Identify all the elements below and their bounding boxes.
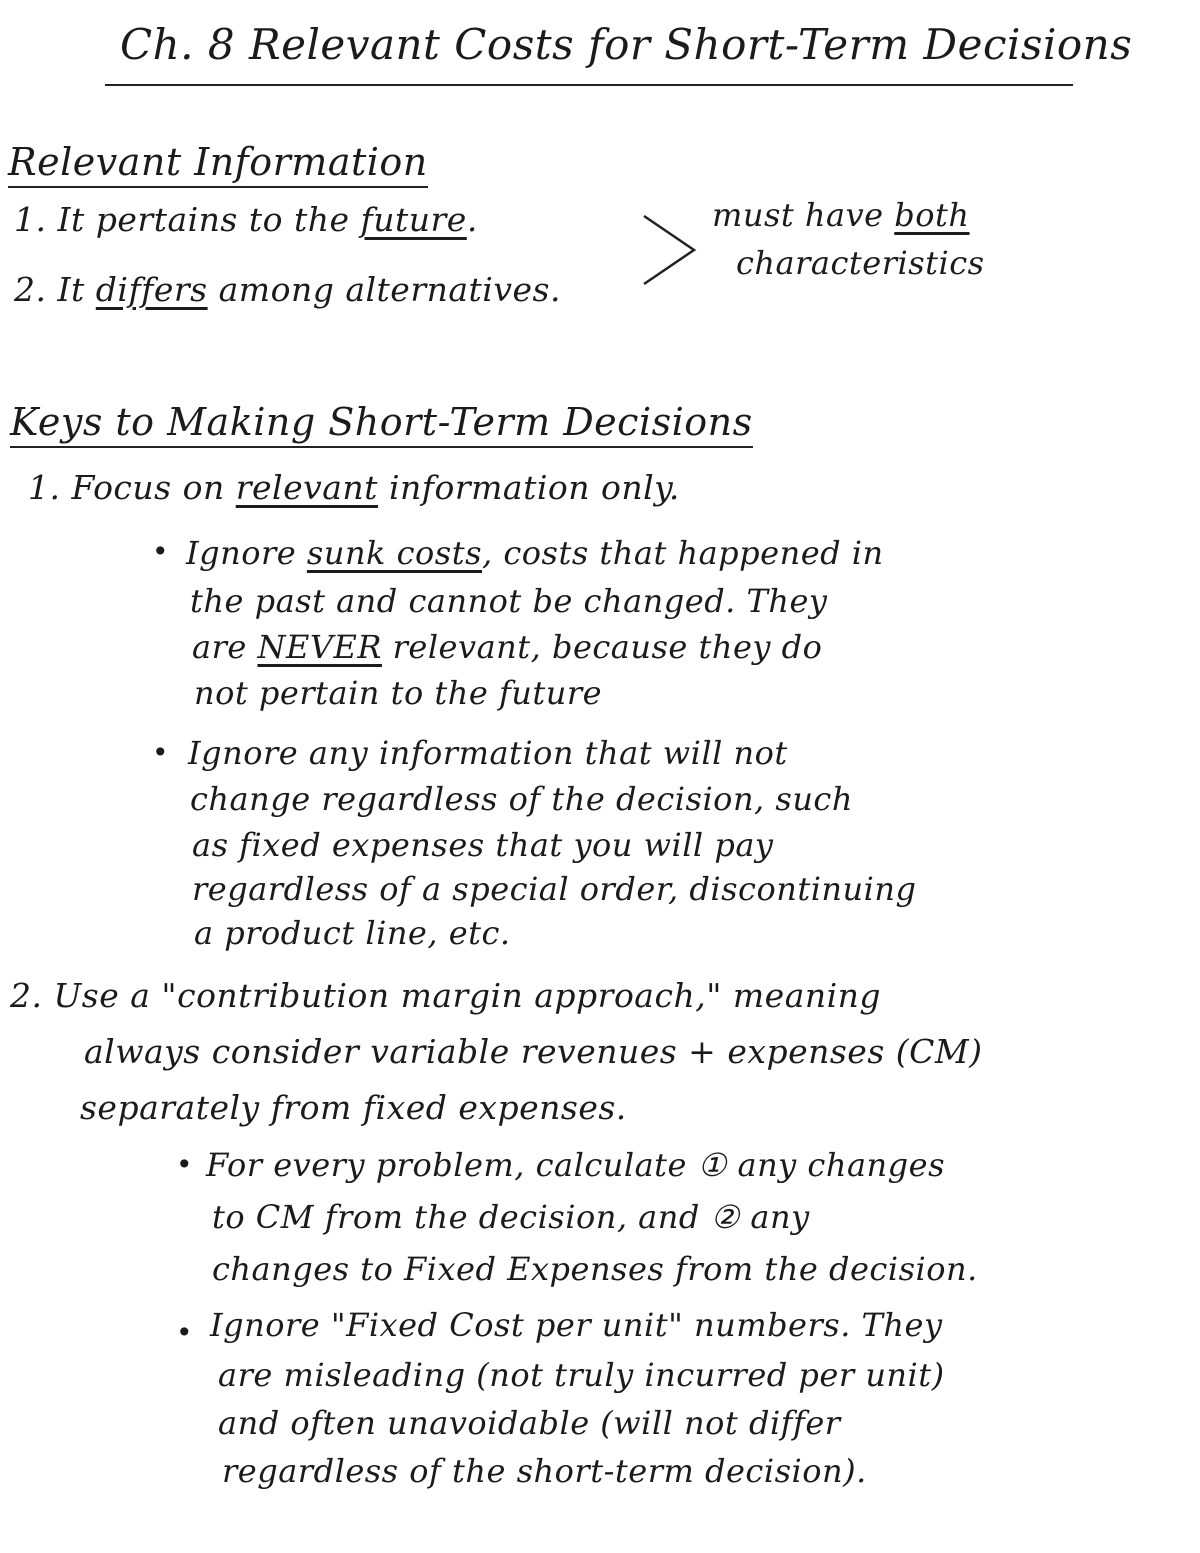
bullet-dot: • bbox=[176, 1148, 193, 1181]
bullet-4-line-3: and often unavoidable (will not differ bbox=[218, 1404, 841, 1442]
page-title: Ch. 8 Relevant Costs for Short-Term Decisions bbox=[120, 20, 1133, 69]
both-characteristics-note: must have both bbox=[712, 196, 970, 234]
bullet-1-line-3: are NEVER relevant, because they do bbox=[192, 628, 823, 666]
bullet-1-line-1: Ignore sunk costs, costs that happened in bbox=[186, 534, 884, 572]
key-point-2-line-1: 2. Use a "contribution margin approach," meaning bbox=[10, 976, 882, 1015]
bullet-2-line-4: regardless of a special order, discontinuing bbox=[192, 870, 917, 908]
key-point-2-line-2: always consider variable revenues + expenses (CM) bbox=[84, 1032, 983, 1071]
relevant-info-heading: Relevant Information bbox=[8, 140, 428, 188]
bullet-2-line-5: a product line, etc. bbox=[194, 914, 511, 952]
bullet-4-line-2: are misleading (not truly incurred per unit) bbox=[218, 1356, 945, 1394]
both-characteristics-note-line2: characteristics bbox=[736, 244, 985, 282]
greater-than-brace-icon bbox=[640, 210, 700, 290]
bullet-dot: • bbox=[152, 736, 169, 769]
bullet-dot: • bbox=[152, 535, 169, 568]
bullet-1-line-2: the past and cannot be changed. They bbox=[190, 582, 828, 620]
key-point-2-line-3: separately from fixed expenses. bbox=[80, 1088, 627, 1127]
bullet-1-line-4: not pertain to the future bbox=[194, 674, 603, 712]
title-underline bbox=[105, 84, 1073, 86]
bullet-2-line-2: change regardless of the decision, such bbox=[190, 780, 853, 818]
bullet-2-line-3: as fixed expenses that you will pay bbox=[192, 826, 774, 864]
bullet-4-line-4: regardless of the short-term decision). bbox=[222, 1452, 867, 1490]
bullet-4-line-1: Ignore "Fixed Cost per unit" numbers. They bbox=[210, 1306, 943, 1344]
bullet-3-line-2: to CM from the decision, and ② any bbox=[212, 1198, 810, 1236]
relevant-item-2: 2. It differs among alternatives. bbox=[14, 270, 561, 309]
bullet-3-line-1: For every problem, calculate ① any changes bbox=[206, 1146, 945, 1184]
bullet-3-line-3: changes to Fixed Expenses from the decision. bbox=[212, 1250, 978, 1288]
bullet-2-line-1: Ignore any information that will not bbox=[188, 734, 788, 772]
relevant-item-1: 1. It pertains to the future. bbox=[14, 200, 478, 239]
keys-heading: Keys to Making Short-Term Decisions bbox=[10, 400, 753, 448]
bullet-dot: • bbox=[176, 1316, 193, 1349]
key-point-1: 1. Focus on relevant information only. bbox=[28, 468, 680, 507]
